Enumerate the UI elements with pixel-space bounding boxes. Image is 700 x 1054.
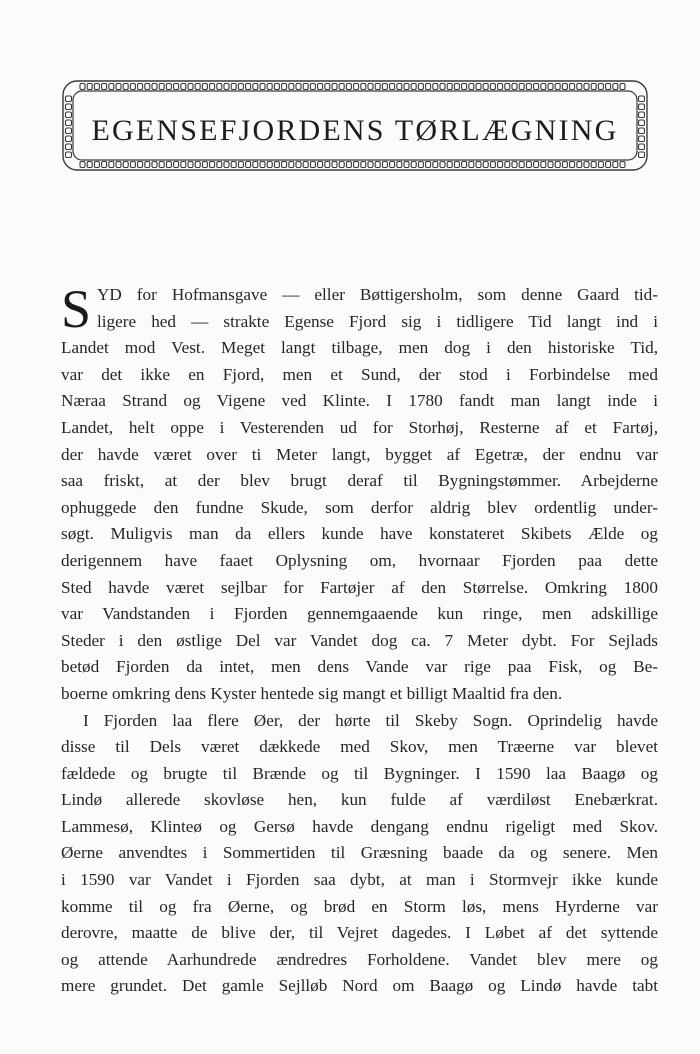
border-ornament bbox=[541, 162, 546, 168]
border-ornament bbox=[375, 84, 380, 90]
border-ornament bbox=[512, 162, 517, 168]
border-ornament bbox=[368, 84, 373, 90]
border-ornament bbox=[145, 84, 150, 90]
border-ornament bbox=[390, 162, 395, 168]
text-line: Steder i den østlige Del var Vandet dog ca. 7 Meter dybt. For Sejlads bbox=[61, 630, 658, 650]
border-ornament bbox=[613, 84, 618, 90]
border-ornament bbox=[447, 162, 452, 168]
border-ornament bbox=[639, 96, 645, 102]
text-line: var Vandstanden i Fjorden gennemgaaende kun ringe, men adskillige bbox=[61, 604, 658, 624]
border-ornament bbox=[541, 84, 546, 90]
border-ornament bbox=[598, 84, 603, 90]
border-ornament bbox=[519, 162, 524, 168]
border-ornament bbox=[123, 84, 128, 90]
border-ornament bbox=[577, 162, 582, 168]
border-ornament bbox=[102, 84, 107, 90]
border-ornament bbox=[181, 162, 186, 168]
border-ornament bbox=[591, 162, 596, 168]
border-ornament bbox=[555, 84, 560, 90]
text-line: YD for Hofmansgave — eller Bøttigersholm, som denne Gaard tid- bbox=[97, 285, 658, 304]
border-ornament bbox=[411, 162, 416, 168]
border-ornament bbox=[303, 162, 308, 168]
paragraph-1 bbox=[61, 279, 658, 708]
border-ornament bbox=[447, 84, 452, 90]
border-ornament bbox=[310, 84, 315, 90]
border-ornament bbox=[382, 162, 387, 168]
border-ornament bbox=[639, 152, 645, 158]
border-ornament bbox=[606, 84, 611, 90]
border-ornament bbox=[368, 162, 373, 168]
border-ornament bbox=[562, 84, 567, 90]
border-ornament bbox=[138, 162, 143, 168]
text-line: der havde været over ti Meter langt, bygget af Egetræ, der endnu var bbox=[61, 444, 658, 464]
border-ornament bbox=[267, 84, 272, 90]
border-ornament bbox=[231, 162, 236, 168]
border-ornament bbox=[145, 162, 150, 168]
border-ornament bbox=[397, 84, 402, 90]
border-ornament bbox=[426, 162, 431, 168]
border-ornament bbox=[332, 84, 337, 90]
border-ornament bbox=[598, 162, 603, 168]
border-ornament bbox=[66, 104, 72, 110]
border-ornament bbox=[181, 84, 186, 90]
border-ornament bbox=[318, 162, 323, 168]
border-ornament bbox=[346, 84, 351, 90]
text-line: Landet mod Vest. Meget langt tilbage, men dog i den historiske Tid, bbox=[61, 338, 658, 358]
border-ornament bbox=[555, 162, 560, 168]
border-ornament bbox=[620, 84, 625, 90]
border-ornament bbox=[102, 162, 107, 168]
border-ornament bbox=[498, 162, 503, 168]
border-ornament bbox=[613, 162, 618, 168]
border-ornament bbox=[224, 162, 229, 168]
text-line: ligere hed — strakte Egense Fjord sig i tidligere Tid langt ind i bbox=[97, 311, 658, 331]
border-ornament bbox=[462, 162, 467, 168]
border-ornament bbox=[390, 84, 395, 90]
border-ornament bbox=[404, 84, 409, 90]
border-ornament bbox=[454, 162, 459, 168]
border-ornament bbox=[246, 84, 251, 90]
border-ornament bbox=[87, 162, 92, 168]
border-ornament bbox=[152, 84, 157, 90]
border-ornament bbox=[202, 162, 207, 168]
text-line: fældede og brugte til Brænde og til Bygninger. I 1590 laa Baagø og bbox=[61, 763, 658, 783]
border-ornament bbox=[260, 162, 265, 168]
border-ornament bbox=[476, 84, 481, 90]
border-ornament bbox=[188, 162, 193, 168]
border-ornament bbox=[217, 84, 222, 90]
border-ornament bbox=[274, 84, 279, 90]
border-ornament bbox=[469, 84, 474, 90]
text-line: Landet, helt oppe i Vesterenden ud for Storhøj, Resterne af et Fartøj, bbox=[61, 417, 658, 437]
text-line: derovre, maatte de blive der, til Vejret dagedes. I Løbet af det syttende bbox=[61, 923, 658, 943]
border-ornament bbox=[404, 162, 409, 168]
border-ornament bbox=[534, 84, 539, 90]
border-ornament bbox=[94, 84, 99, 90]
border-ornament bbox=[490, 162, 495, 168]
border-ornament bbox=[332, 162, 337, 168]
text-line: Næraa Strand og Vigene ved Klinte. I 1780 fandt man langt inde i bbox=[61, 391, 658, 411]
border-ornament bbox=[210, 162, 215, 168]
border-ornament bbox=[289, 162, 294, 168]
border-ornament bbox=[109, 162, 114, 168]
border-ornament bbox=[505, 162, 510, 168]
border-ornament bbox=[361, 162, 366, 168]
text-line: boerne omkring dens Kyster hentede sig mangt et billigt Maaltid fra den. bbox=[61, 683, 563, 703]
border-ornament bbox=[519, 84, 524, 90]
border-ornament bbox=[87, 84, 92, 90]
border-ornament bbox=[174, 162, 179, 168]
border-ornament bbox=[469, 162, 474, 168]
border-ornament bbox=[152, 162, 157, 168]
border-ornament bbox=[526, 84, 531, 90]
border-ornament bbox=[382, 84, 387, 90]
border-ornament bbox=[296, 162, 301, 168]
border-ornament bbox=[282, 162, 287, 168]
border-ornament bbox=[606, 162, 611, 168]
border-ornament bbox=[80, 162, 85, 168]
text-line: Lammesø, Klinteø og Gersø havde dengang endnu rigeligt med Skov. bbox=[61, 816, 658, 836]
border-ornament bbox=[195, 162, 200, 168]
border-ornament bbox=[188, 84, 193, 90]
border-ornament bbox=[109, 84, 114, 90]
border-ornament bbox=[433, 162, 438, 168]
border-ornament bbox=[397, 162, 402, 168]
text-line: var det ikke en Fjord, men et Sund, der stod i Forbindelse med bbox=[61, 364, 658, 384]
text-line: i 1590 var Vandet i Fjorden saa dybt, at man i Stormvejr ikke kunde bbox=[61, 870, 658, 890]
border-ornament bbox=[138, 84, 143, 90]
border-ornament bbox=[238, 84, 243, 90]
border-ornament bbox=[577, 84, 582, 90]
border-ornament bbox=[505, 84, 510, 90]
border-ornament bbox=[253, 84, 258, 90]
border-ornament bbox=[66, 152, 72, 158]
border-ornament bbox=[282, 84, 287, 90]
border-ornament bbox=[454, 84, 459, 90]
border-ornament bbox=[174, 84, 179, 90]
border-ornament bbox=[260, 84, 265, 90]
text-line: betød Fjorden da intet, men dens Vande var rige paa Fisk, og Be- bbox=[61, 657, 658, 677]
border-ornament bbox=[620, 162, 625, 168]
border-ornament bbox=[548, 84, 553, 90]
border-ornament bbox=[526, 162, 531, 168]
border-ornament bbox=[303, 84, 308, 90]
border-ornament bbox=[512, 84, 517, 90]
border-ornament bbox=[318, 84, 323, 90]
page-title: EGENSEFJORDENS TØRLÆGNING bbox=[91, 114, 619, 147]
border-ornament bbox=[166, 84, 171, 90]
border-ornament bbox=[440, 162, 445, 168]
border-ornament bbox=[483, 84, 488, 90]
border-ornament bbox=[195, 84, 200, 90]
border-ornament bbox=[490, 84, 495, 90]
border-ornament bbox=[231, 84, 236, 90]
text-line: derigennem have faaet Oplysning om, hvornaar Fjorden paa dette bbox=[61, 550, 658, 570]
body-text bbox=[61, 279, 658, 1000]
drop-cap: S bbox=[61, 279, 92, 339]
border-ornament bbox=[94, 162, 99, 168]
border-ornament bbox=[346, 162, 351, 168]
text-line: disse til Dels været dækkede med Skov, men Træerne var blevet bbox=[61, 737, 658, 757]
border-ornament bbox=[339, 84, 344, 90]
border-ornament bbox=[375, 162, 380, 168]
border-ornament bbox=[584, 84, 589, 90]
border-ornament bbox=[296, 84, 301, 90]
border-ornament bbox=[411, 84, 416, 90]
text-line: Øerne anvendtes i Sommertiden til Græsning baade da og senere. Men bbox=[61, 843, 658, 863]
text-line: I Fjorden laa flere Øer, der hørte til Skeby Sogn. Oprindelig havde bbox=[83, 710, 658, 730]
text-line: Lindø allerede skovløse hen, kun fulde af værdiløst Enebærkrat. bbox=[61, 790, 658, 810]
border-ornament bbox=[224, 84, 229, 90]
border-ornament bbox=[202, 84, 207, 90]
paragraph-2 bbox=[61, 708, 658, 1001]
text-line: og attende Aarhundrede ændredres Forholdene. Vandet blev mere og bbox=[61, 949, 658, 969]
border-ornament bbox=[159, 84, 164, 90]
border-ornament bbox=[639, 104, 645, 110]
border-ornament bbox=[246, 162, 251, 168]
border-ornament bbox=[562, 162, 567, 168]
text-line: søgt. Muligvis man da ellers kunde have konstateret Skibets Ælde og bbox=[61, 524, 658, 544]
text-line: ophuggede den fundne Skude, som derfor aldrig blev ordentlig under- bbox=[61, 497, 658, 517]
border-ornament bbox=[462, 84, 467, 90]
border-ornament bbox=[418, 162, 423, 168]
text-line: saa friskt, at der blev brugt deraf til Bygningstømmer. Arbejderne bbox=[61, 471, 658, 491]
text-line: Sted havde været sejlbar for Fartøjer af den Størrelse. Omkring 1800 bbox=[61, 577, 658, 597]
border-ornament bbox=[591, 84, 596, 90]
text-line: mere grundet. Det gamle Sejlløb Nord om Baagø og Lindø havde tabt bbox=[61, 976, 658, 996]
border-ornament bbox=[354, 84, 359, 90]
border-ornament bbox=[217, 162, 222, 168]
border-ornament bbox=[483, 162, 488, 168]
border-ornament bbox=[498, 84, 503, 90]
border-ornament bbox=[166, 162, 171, 168]
border-ornament bbox=[310, 162, 315, 168]
border-ornament bbox=[80, 84, 85, 90]
border-ornament bbox=[159, 162, 164, 168]
border-ornament bbox=[66, 96, 72, 102]
border-ornament bbox=[325, 84, 330, 90]
border-ornament bbox=[253, 162, 258, 168]
border-ornament bbox=[476, 162, 481, 168]
border-ornament bbox=[130, 162, 135, 168]
border-ornament bbox=[361, 84, 366, 90]
border-ornament bbox=[339, 162, 344, 168]
border-ornament bbox=[433, 84, 438, 90]
border-ornament bbox=[116, 84, 121, 90]
border-ornament bbox=[130, 84, 135, 90]
border-ornament bbox=[548, 162, 553, 168]
border-ornament bbox=[418, 84, 423, 90]
border-ornament bbox=[570, 162, 575, 168]
border-ornament bbox=[238, 162, 243, 168]
border-ornament bbox=[570, 84, 575, 90]
border-ornament bbox=[267, 162, 272, 168]
border-ornament bbox=[274, 162, 279, 168]
border-ornament bbox=[123, 162, 128, 168]
border-ornament bbox=[210, 84, 215, 90]
border-ornament bbox=[426, 84, 431, 90]
border-ornament bbox=[584, 162, 589, 168]
border-ornament bbox=[534, 162, 539, 168]
border-ornament bbox=[440, 84, 445, 90]
title-frame bbox=[60, 78, 650, 173]
border-ornament bbox=[325, 162, 330, 168]
border-ornament bbox=[354, 162, 359, 168]
text-line: komme til og fra Øerne, og brød en Storm løs, mens Hyrderne var bbox=[61, 896, 658, 916]
border-ornament bbox=[116, 162, 121, 168]
border-ornament bbox=[289, 84, 294, 90]
